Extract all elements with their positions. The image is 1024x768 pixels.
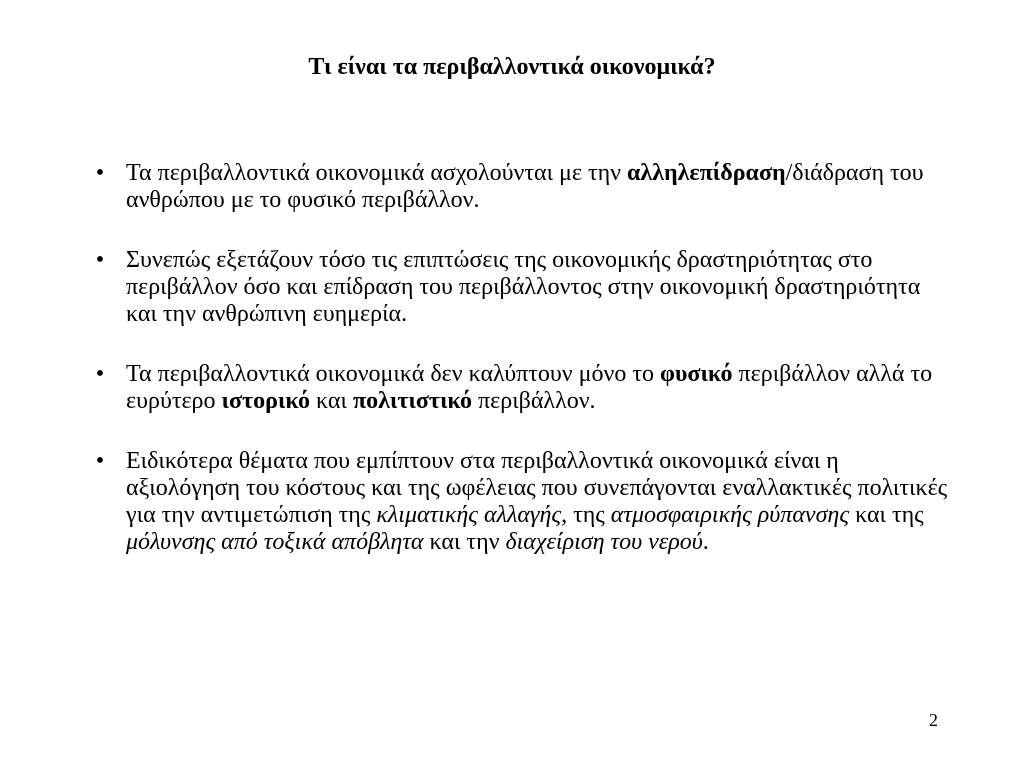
text-segment: Τα περιβαλλοντικά οικονομικά δεν καλύπτουν μόνο το	[126, 361, 660, 387]
bullet-item	[88, 160, 948, 214]
italic-text-segment: μόλυνσης από τοξικά απόβλητα	[126, 529, 424, 555]
bullet-mark: •	[95, 361, 105, 387]
italic-text-segment: ατμοσφαιρικής ρύπανσης	[610, 502, 850, 528]
bullet-text	[126, 361, 932, 414]
text-segment: Ειδικότερα θέματα που εμπίπτουν στα περιβαλλοντικά οικονομικά είναι η αξιολόγηση του κόστους και της ωφέλειας που συνεπάγονται εναλλακτικές πολιτικές για την αντιμετώπιση της	[126, 448, 948, 528]
bullet-item	[88, 448, 948, 556]
text-segment: και την	[423, 529, 506, 555]
bold-text-segment: ιστορικό	[221, 388, 311, 414]
bullet-mark: •	[95, 247, 105, 273]
bullet-list	[88, 160, 948, 556]
text-segment: Συνεπώς εξετάζουν τόσο τις επιπτώσεις της οικονομικής δραστηριότητας στο περιβάλλον όσο και επίδραση του περιβάλλοντος στην οικονομική δραστηριότητα και την ανθρώπινη ευημερία.	[126, 247, 921, 327]
italic-text-segment: διαχείριση του νερού	[505, 529, 703, 555]
bold-text-segment: πολιτιστικό	[352, 388, 473, 414]
text-segment: .	[702, 529, 709, 555]
bullet-mark: •	[95, 160, 105, 186]
bold-text-segment: αλληλεπίδραση	[627, 160, 786, 186]
italic-text-segment: κλιματικής αλλαγής	[376, 502, 562, 528]
bullet-text	[126, 247, 920, 327]
bullet-item	[88, 247, 948, 328]
page-number: 2	[929, 710, 938, 730]
text-segment: και της	[849, 502, 924, 528]
bold-text-segment: φυσικό	[659, 361, 733, 387]
slide-title: Τι είναι τα περιβαλλοντικά οικονομικά?	[308, 54, 716, 80]
bullet-text	[126, 448, 947, 555]
text-segment: , της	[561, 502, 611, 528]
text-segment: και	[310, 388, 353, 414]
bullet-item	[88, 361, 948, 415]
text-segment: περιβάλλον.	[472, 388, 596, 414]
text-segment: /διάδραση του ανθρώπου με το φυσικό περιβάλλον.	[126, 160, 924, 213]
bullet-mark: •	[95, 448, 105, 474]
text-segment: περιβάλλον αλλά το ευρύτερο	[126, 361, 933, 414]
bullet-text	[126, 160, 924, 213]
text-segment: Τα περιβαλλοντικά οικονομικά ασχολούνται με την	[126, 160, 628, 186]
